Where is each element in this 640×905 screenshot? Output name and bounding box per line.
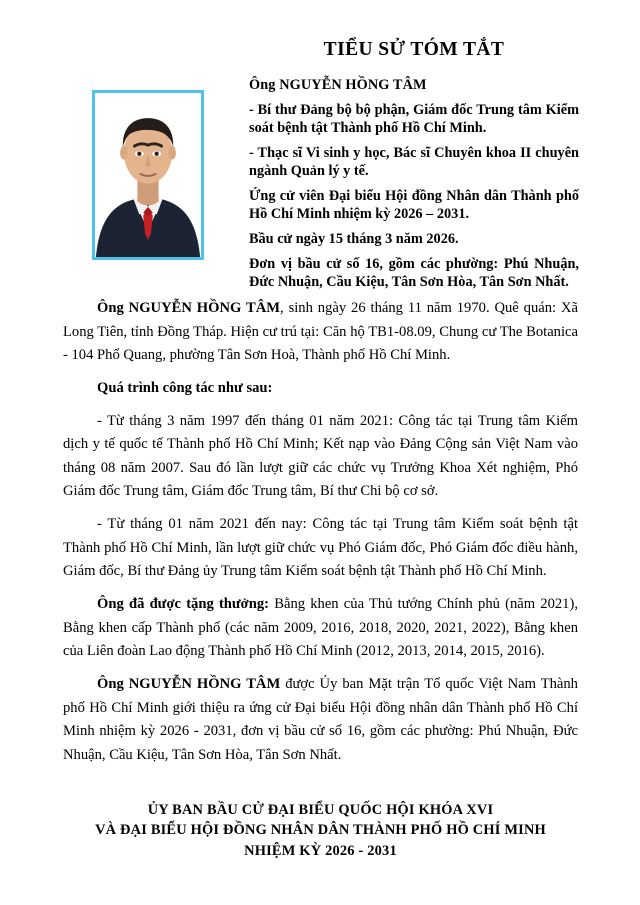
candidate-summary (249, 76, 579, 291)
career-heading-text: Quá trình công tác như sau: (97, 379, 273, 396)
footer-line-2: VÀ ĐẠI BIỂU HỘI ĐỒNG NHÂN DÂN THÀNH PHỐ HỒ CHÍ MINH (95, 822, 546, 839)
summary-line-election-date: Bầu cử ngày 15 tháng 3 năm 2026. (249, 231, 459, 247)
avatar (95, 93, 201, 257)
header-section (0, 38, 640, 288)
page-title: TIỂU SỬ TÓM TẮT (323, 39, 505, 60)
biography-body (63, 297, 578, 777)
paragraph-awards (63, 593, 578, 664)
candidate-name-heading (249, 76, 579, 94)
paragraph-nomination (63, 673, 578, 768)
nomination-details: được Ủy ban Mặt trận Tổ quốc Việt Nam Thành phố Hồ Chí Minh giới thiệu ra ứng cử Đại biểu Hội đồng nhân dân Thành phố Hồ Chí Minh nhiệm kỳ 2026 - 2031, đơn vị bầu cử số 16, gồm các phường: Phú Nhuận, Đức Nhuận, Cầu Kiệu, Tân Sơn Hòa, Tân Sơn Nhất. (63, 675, 578, 763)
summary-line-constituency: Đơn vị bầu cử số 16, gồm các phường: Phú Nhuận, Đức Nhuận, Cầu Kiệu, Tân Sơn Hòa, Tân Sơn Nhất. (249, 256, 579, 290)
awards-text: Bằng khen của Thủ tướng Chính phủ (năm 2021), Bằng khen cấp Thành phố (các năm 2009, 2016, 2018, 2020, 2021, 2022), Bằng khen của Liên đoàn Lao động Thành phố Hồ Chí Minh (2012, 2013, 2014, 2015, 2016). (63, 596, 578, 660)
intro-name-prefix: Ông (97, 300, 129, 316)
career-item-2: - Từ tháng 01 năm 2021 đến nay: Công tác tại Trung tâm Kiểm soát bệnh tật Thành phố Hồ Chí Minh, lần lượt giữ chức vụ Phó Giám đốc, Phó Giám đốc điều hành, Giám đốc, Bí thư Đảng ủy Trung tâm Kiểm soát bệnh tật Thành phố Hồ Chí Minh. (63, 516, 578, 580)
nomination-name-prefix: Ông (97, 675, 129, 692)
portrait-illustration (95, 93, 201, 257)
candidate-name: NGUYỄN HỒNG TÂM (279, 77, 427, 93)
summary-line-position: - Bí thư Đảng bộ bộ phận, Giám đốc Trung tâm Kiểm soát bệnh tật Thành phố Hồ Chí Minh. (249, 102, 579, 136)
footer-line-3: NHIỆM KỲ 2026 - 2031 (244, 842, 397, 859)
career-heading (63, 377, 578, 401)
career-item-1: - Từ tháng 3 năm 1997 đến tháng 01 năm 2021: Công tác tại Trung tâm Kiểm dịch y tế quốc tế Thành phố Hồ Chí Minh; Kết nạp vào Đảng Cộng sản Việt Nam vào tháng 08 năm 2007. Sau đó lần lượt giữ các chức vụ Trưởng Khoa Xét nghiệm, Phó Giám đốc Trung tâm, Giám đốc Trung tâm, Bí thư Chi bộ cơ sở. (63, 412, 578, 500)
intro-candidate-name: NGUYỄN HỒNG TÂM (128, 300, 281, 316)
awards-heading: Ông đã được tặng thưởng: (97, 596, 270, 613)
summary-line-qualification: - Thạc sĩ Vi sinh y học, Bác sĩ Chuyên khoa II chuyên ngành Quản lý y tế. (249, 145, 579, 179)
nomination-candidate-name: NGUYỄN HỒNG TÂM (128, 675, 281, 692)
paragraph-personal-info (63, 297, 578, 368)
summary-line-candidacy: Ứng cử viên Đại biểu Hội đồng Nhân dân Thành phố Hồ Chí Minh nhiệm kỳ 2026 – 2031. (249, 188, 579, 222)
intro-details: , sinh ngày 26 tháng 11 năm 1970. Quê quán: Xã Long Tiên, tỉnh Đồng Tháp. Hiện cư trú tại: Căn hộ TB1-08.09, Chung cư The Botanica - 104 Phổ Quang, phường Tân Sơn Hoà, Thành phố Hồ Chí Minh. (63, 300, 578, 364)
footer-authority (63, 800, 578, 861)
footer-line-1: ỦY BAN BẦU CỬ ĐẠI BIỂU QUỐC HỘI KHÓA XVI (147, 802, 494, 818)
candidate-portrait-frame (92, 90, 204, 260)
name-prefix: Ông (249, 77, 280, 93)
